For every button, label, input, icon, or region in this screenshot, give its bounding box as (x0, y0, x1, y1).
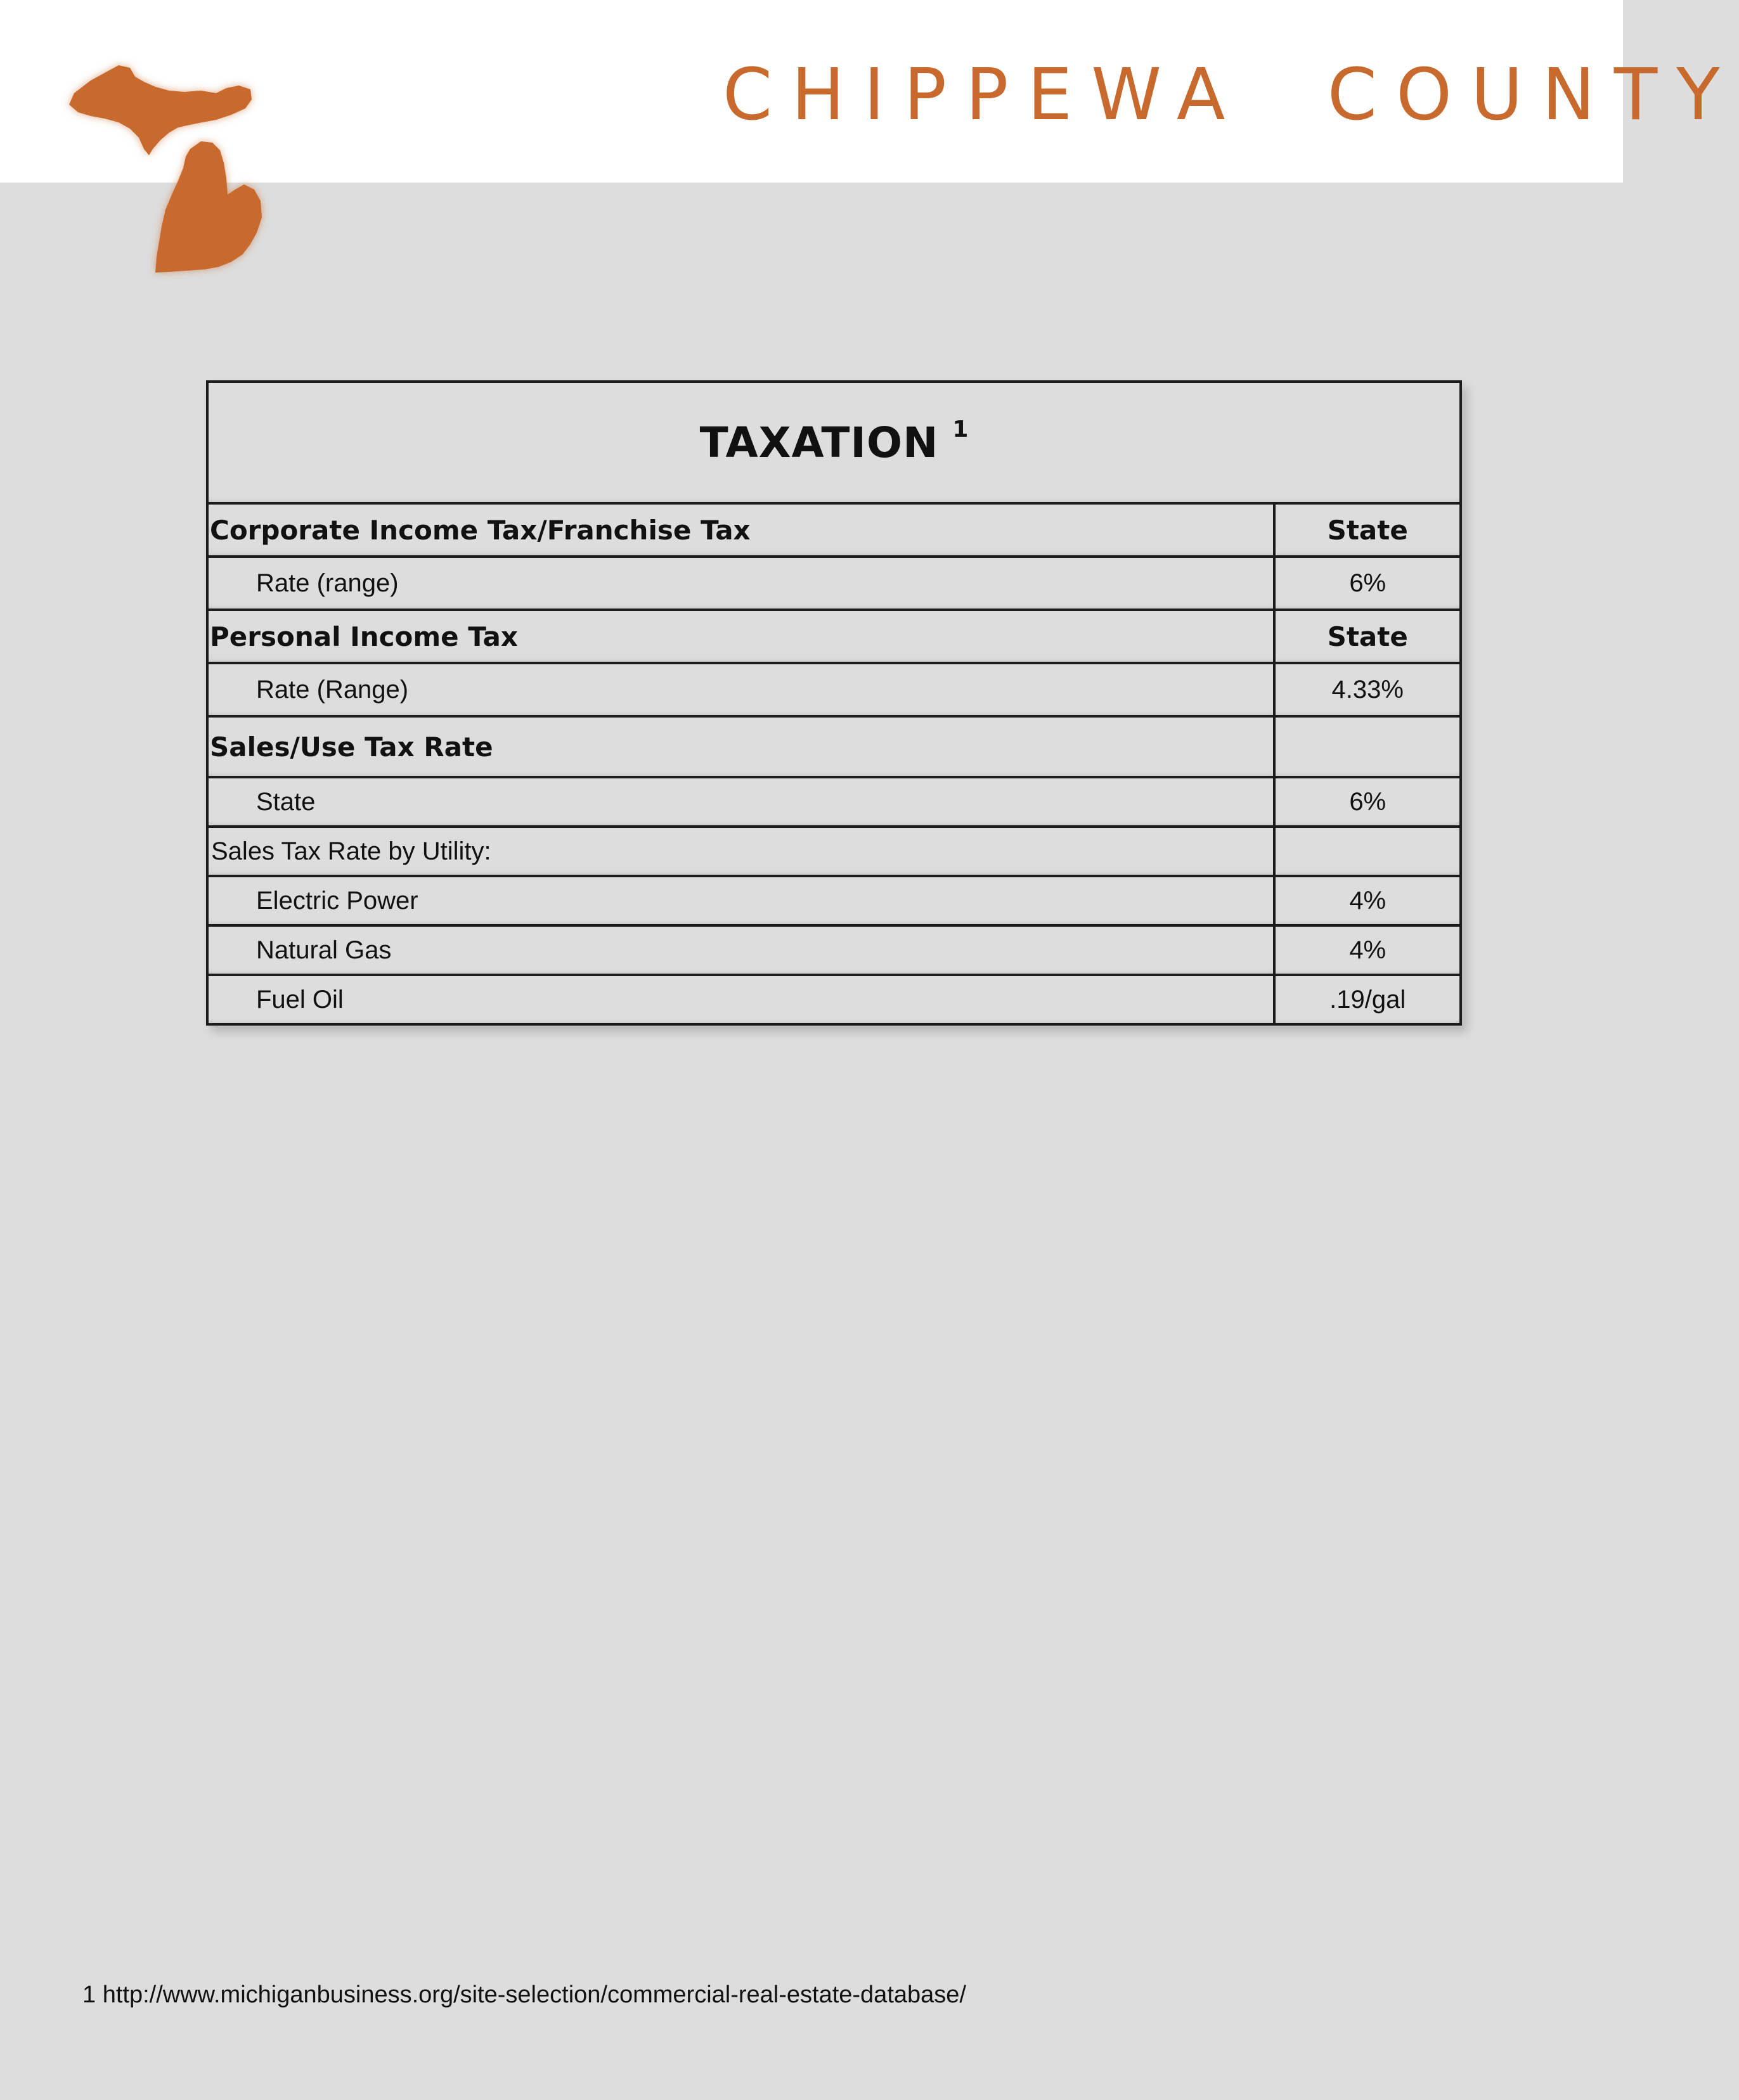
table-title: TAXATION (699, 418, 939, 467)
row-value: State (1274, 503, 1461, 557)
row-label: Personal Income Tax (207, 610, 1274, 663)
row-value: .19/gal (1274, 975, 1461, 1024)
row-label: Rate (range) (207, 557, 1274, 610)
table-row (207, 610, 1461, 663)
footnote-url[interactable]: http://www.michiganbusiness.org/site-selection/commercial-real-estate-database/ (102, 1981, 966, 2008)
taxation-table (206, 380, 1462, 1026)
row-label: Natural Gas (207, 925, 1274, 975)
row-value: 4% (1274, 876, 1461, 925)
source-footnote (82, 1981, 966, 2009)
table-row (207, 876, 1461, 925)
table-row (207, 777, 1461, 827)
michigan-map-icon (60, 54, 314, 298)
table-row (207, 716, 1461, 777)
county-title: CHIPPEWA COUNTY (723, 54, 1739, 136)
row-value: 6% (1274, 777, 1461, 827)
row-value: 4% (1274, 925, 1461, 975)
table-row (207, 503, 1461, 557)
row-label: State (207, 777, 1274, 827)
row-label: Sales/Use Tax Rate (207, 716, 1274, 777)
footnote-marker: 1 (82, 1981, 96, 2008)
row-value (1274, 716, 1461, 777)
table-row (207, 975, 1461, 1024)
row-label: Electric Power (207, 876, 1274, 925)
table-row (207, 827, 1461, 876)
taxation-title-cell (207, 382, 1461, 503)
row-label: Corporate Income Tax/Franchise Tax (207, 503, 1274, 557)
row-label: Rate (Range) (207, 663, 1274, 716)
row-value (1274, 827, 1461, 876)
table-row (207, 925, 1461, 975)
table-row (207, 663, 1461, 716)
title-footnote-marker: 1 (952, 416, 969, 442)
row-value: 4.33% (1274, 663, 1461, 716)
table-row (207, 557, 1461, 610)
row-value: State (1274, 610, 1461, 663)
row-label: Fuel Oil (207, 975, 1274, 1024)
row-label: Sales Tax Rate by Utility: (207, 827, 1274, 876)
row-value: 6% (1274, 557, 1461, 610)
